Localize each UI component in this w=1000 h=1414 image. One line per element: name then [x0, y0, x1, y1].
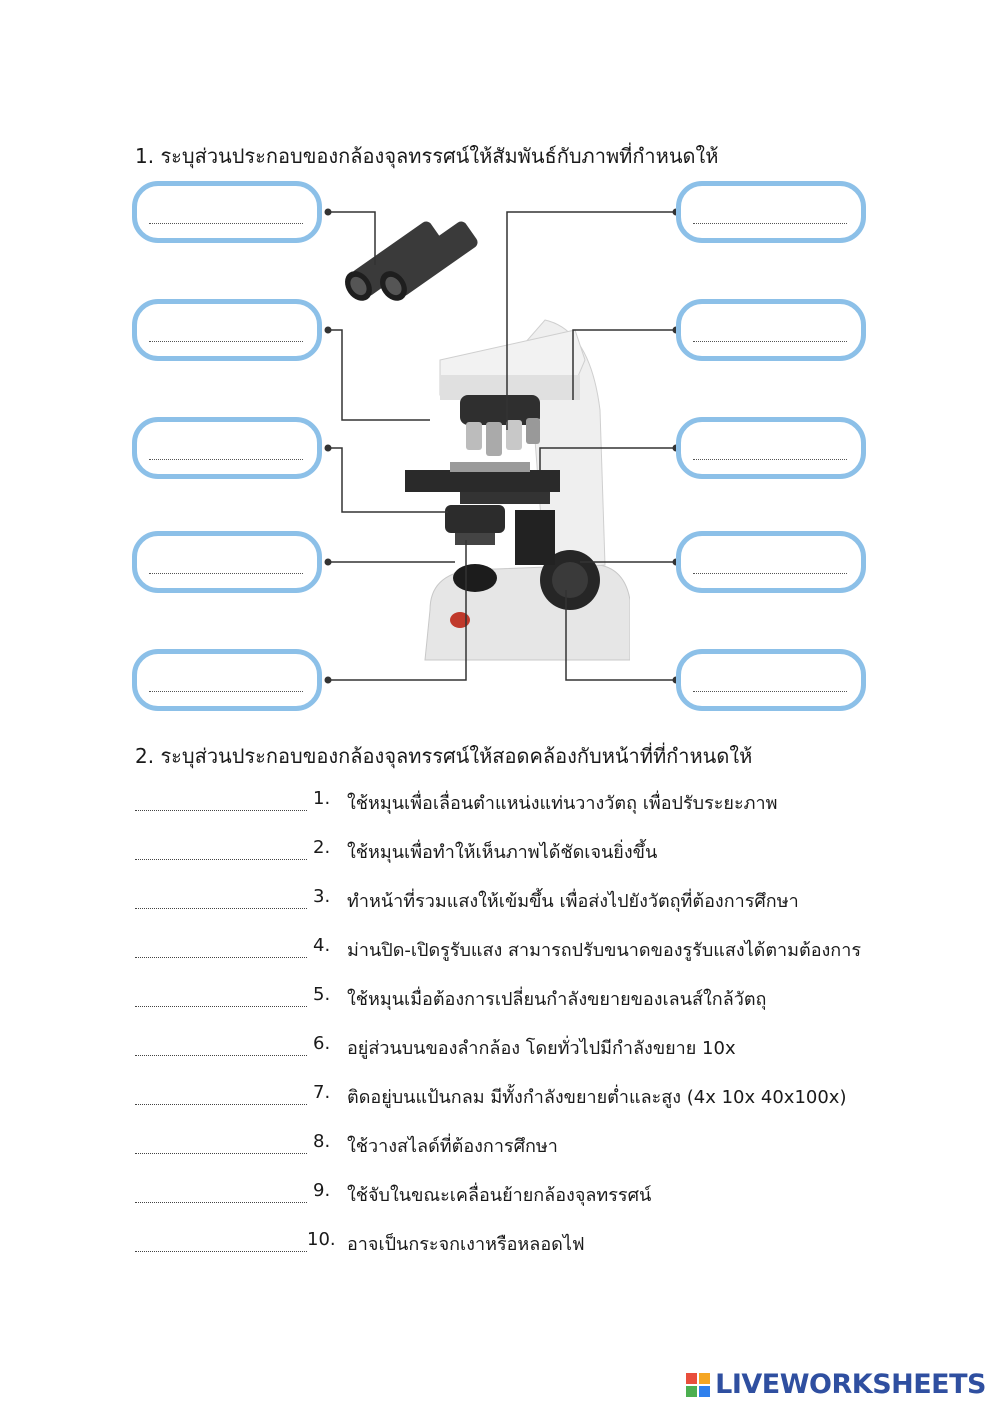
item-number: 4. — [313, 935, 331, 956]
answer-input-right-2[interactable] — [693, 314, 847, 342]
item-number: 2. — [313, 837, 331, 858]
dotted-line — [693, 459, 847, 460]
dotted-line — [135, 1153, 307, 1154]
answer-input-left-3[interactable] — [149, 432, 303, 460]
item-text: ใช้หมุนเพื่อเลื่อนตำแหน่งแท่นวางวัตถุ เพื่อปรับระยะภาพ — [347, 793, 778, 814]
dotted-line — [693, 223, 847, 224]
function-row-9 — [135, 1177, 935, 1209]
answer-blank[interactable] — [135, 1134, 307, 1156]
brand-name: LIVEWORKSHEETS — [715, 1369, 986, 1400]
dotted-line — [135, 957, 307, 958]
item-text: อยู่ส่วนบนของลำกล้อง โดยทั่วไปมีกำลังขยาย 10x — [347, 1038, 736, 1059]
function-row-3 — [135, 883, 935, 915]
answer-input-left-1[interactable] — [149, 196, 303, 224]
answer-blank[interactable] — [135, 938, 307, 960]
answer-box-left-2[interactable] — [132, 299, 322, 361]
dotted-line — [693, 573, 847, 574]
answer-input-right-5[interactable] — [693, 664, 847, 692]
answer-box-right-2[interactable] — [676, 299, 866, 361]
liveworksheets-logo — [686, 1369, 986, 1400]
item-text: ใช้จับในขณะเคลื่อนย้ายกล้องจุลทรรศน์ — [347, 1185, 652, 1206]
function-row-8 — [135, 1128, 935, 1160]
item-text: อาจเป็นกระจกเงาหรือหลอดไฟ — [347, 1234, 585, 1255]
item-number: 7. — [313, 1082, 331, 1103]
dotted-line — [149, 573, 303, 574]
answer-blank[interactable] — [135, 987, 307, 1009]
item-text: ใช้หมุนเพื่อทำให้เห็นภาพได้ชัดเจนยิ่งขึ้น — [347, 842, 658, 863]
answer-blank[interactable] — [135, 1085, 307, 1107]
dotted-line — [135, 810, 307, 811]
dotted-line — [149, 341, 303, 342]
answer-input-left-5[interactable] — [149, 664, 303, 692]
item-text: ใช้วางสไลด์ที่ต้องการศึกษา — [347, 1136, 558, 1157]
dotted-line — [149, 691, 303, 692]
dotted-line — [149, 459, 303, 460]
dotted-line — [149, 223, 303, 224]
function-row-2 — [135, 834, 935, 866]
dotted-line — [693, 691, 847, 692]
item-text: ใช้หมุนเมื่อต้องการเปลี่ยนกำลังขยายของเลนส์ใกล้วัตถุ — [347, 989, 767, 1010]
answer-input-right-1[interactable] — [693, 196, 847, 224]
answer-box-right-4[interactable] — [676, 531, 866, 593]
dotted-line — [135, 1202, 307, 1203]
section1-title: 1. ระบุส่วนประกอบของกล้องจุลทรรศน์ให้สัมพันธ์กับภาพที่กำหนดให้ — [135, 144, 719, 168]
item-text: ติดอยู่บนแป้นกลม มีทั้งกำลังขยายต่ำและสูง (4x 10x 40x100x) — [347, 1087, 847, 1108]
answer-box-left-3[interactable] — [132, 417, 322, 479]
item-number: 1. — [313, 788, 331, 809]
answer-input-right-3[interactable] — [693, 432, 847, 460]
answer-input-left-4[interactable] — [149, 546, 303, 574]
dotted-line — [693, 341, 847, 342]
dotted-line — [135, 908, 307, 909]
answer-box-left-4[interactable] — [132, 531, 322, 593]
dotted-line — [135, 859, 307, 860]
item-text: ทำหน้าที่รวมแสงให้เข้มขึ้น เพื่อส่งไปยังวัตถุที่ต้องการศึกษา — [347, 891, 799, 912]
logo-grid-icon — [686, 1373, 710, 1397]
answer-blank[interactable] — [135, 889, 307, 911]
answer-blank[interactable] — [135, 1183, 307, 1205]
answer-blank[interactable] — [135, 1036, 307, 1058]
section2-title: 2. ระบุส่วนประกอบของกล้องจุลทรรศน์ให้สอดคล้องกับหน้าที่ที่กำหนดให้ — [135, 744, 753, 768]
dotted-line — [135, 1104, 307, 1105]
item-number: 6. — [313, 1033, 331, 1054]
function-row-7 — [135, 1079, 935, 1111]
function-row-1 — [135, 785, 935, 817]
function-row-4 — [135, 932, 935, 964]
answer-input-left-2[interactable] — [149, 314, 303, 342]
item-number: 3. — [313, 886, 331, 907]
item-number: 10. — [307, 1229, 336, 1250]
item-number: 8. — [313, 1131, 331, 1152]
answer-input-right-4[interactable] — [693, 546, 847, 574]
dotted-line — [135, 1006, 307, 1007]
answer-box-left-1[interactable] — [132, 181, 322, 243]
answer-box-left-5[interactable] — [132, 649, 322, 711]
function-row-5 — [135, 981, 935, 1013]
function-row-6 — [135, 1030, 935, 1062]
answer-blank[interactable] — [135, 840, 307, 862]
dotted-line — [135, 1251, 307, 1252]
answer-blank[interactable] — [135, 791, 307, 813]
function-row-10 — [135, 1226, 935, 1258]
answer-box-right-3[interactable] — [676, 417, 866, 479]
item-number: 9. — [313, 1180, 331, 1201]
dotted-line — [135, 1055, 307, 1056]
answer-box-right-1[interactable] — [676, 181, 866, 243]
answer-blank[interactable] — [135, 1232, 307, 1254]
item-text: ม่านปิด-เปิดรูรับแสง สามารถปรับขนาดของรูรับแสงได้ตามต้องการ — [347, 940, 861, 961]
answer-box-right-5[interactable] — [676, 649, 866, 711]
item-number: 5. — [313, 984, 331, 1005]
